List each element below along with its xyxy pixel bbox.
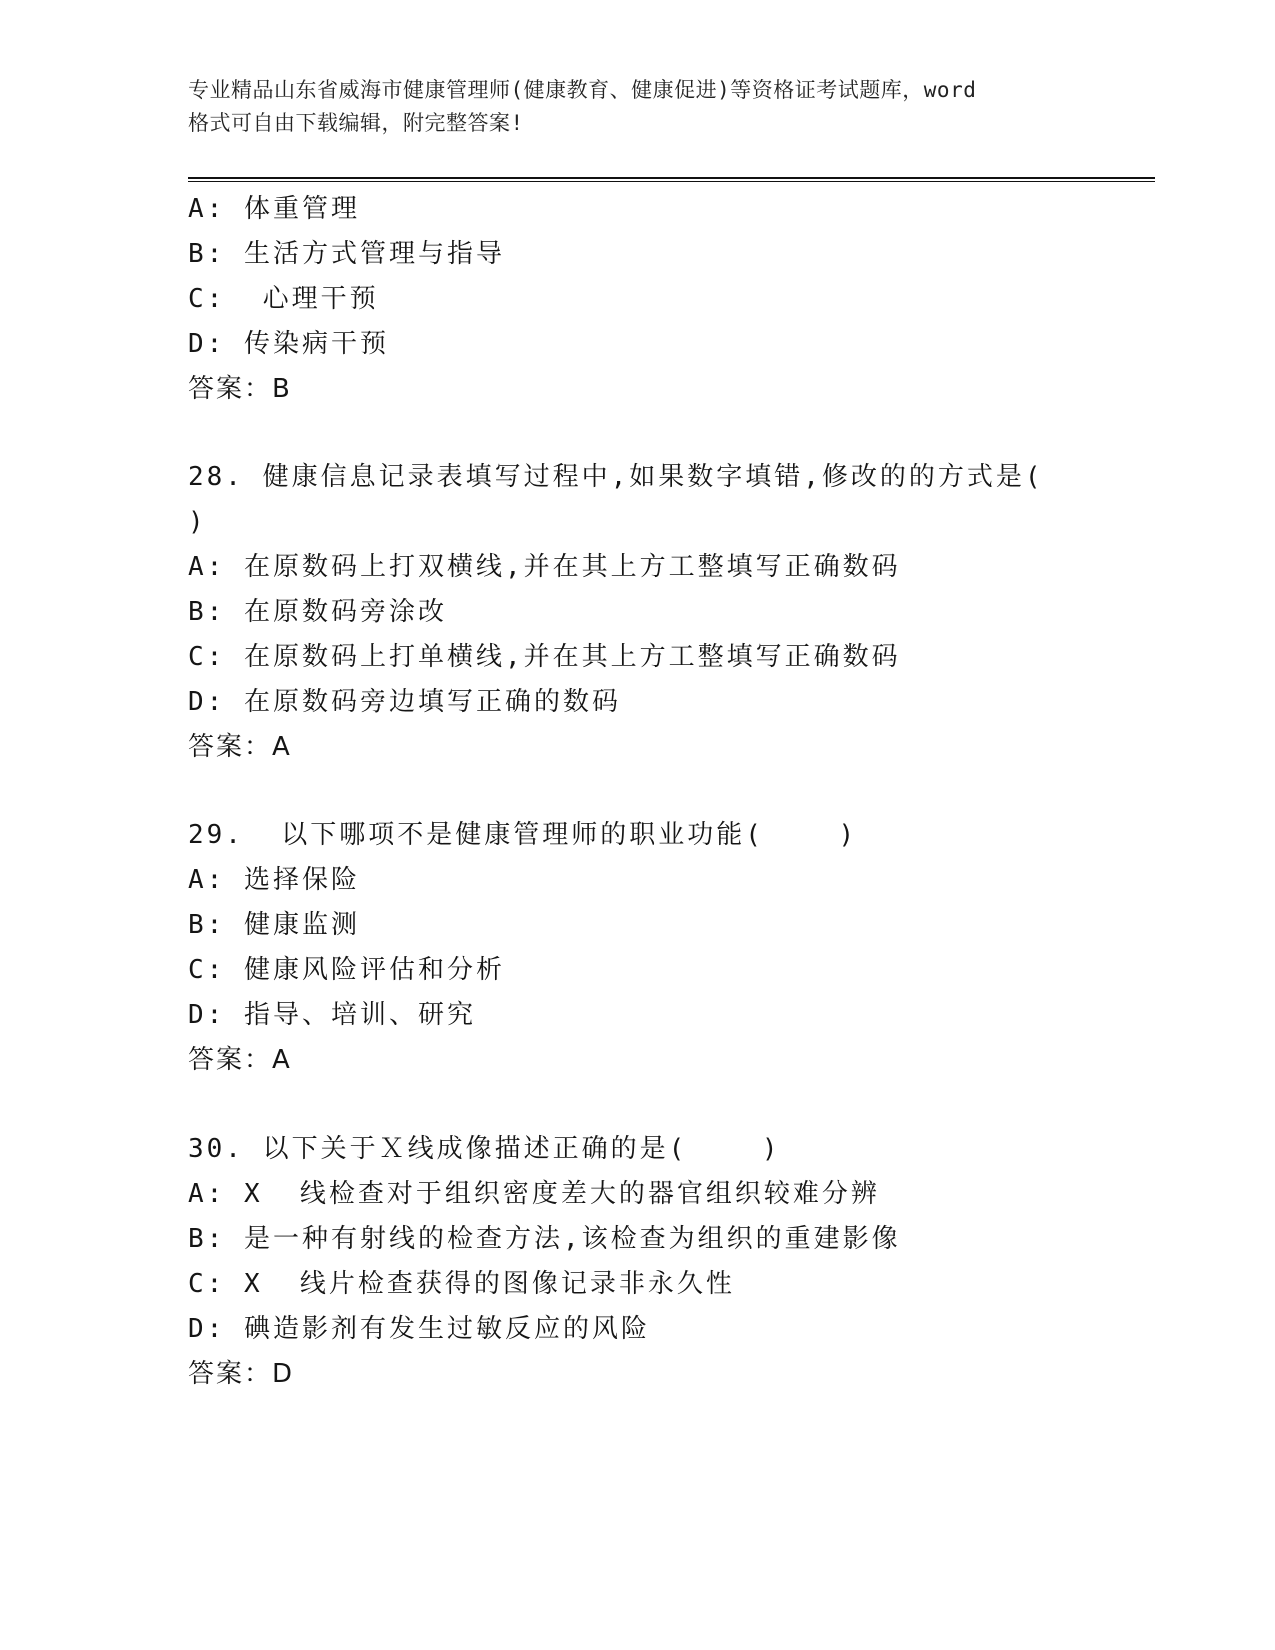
q30-answer: 答案：D: [188, 1359, 295, 1389]
q29-answer: 答案：A: [188, 1045, 292, 1075]
q28-stem-line-1: 28. 健康信息记录表填写过程中,如果数字填错,修改的的方式是(: [188, 462, 1044, 492]
q29-stem: 29. 以下哪项不是健康管理师的职业功能( ): [188, 820, 858, 850]
q28-option-d: D: 在原数码旁边填写正确的数码: [188, 687, 621, 717]
q27-option-a: A: 体重管理: [188, 194, 360, 224]
q29-option-b: B: 健康监测: [188, 910, 360, 940]
q28-option-b: B: 在原数码旁涂改: [188, 597, 447, 627]
q27-option-c: C: 心理干预: [188, 284, 379, 314]
q28-answer: 答案：A: [188, 732, 292, 762]
q28-stem-line-2: ): [188, 507, 207, 537]
q27-option-d: D: 传染病干预: [188, 329, 389, 359]
q30-option-c: C: X 线片检查获得的图像记录非永久性: [188, 1269, 735, 1299]
q27-answer: 答案：B: [188, 374, 292, 404]
q28-option-a: A: 在原数码上打双横线,并在其上方工整填写正确数码: [188, 552, 901, 582]
q29-option-a: A: 选择保险: [188, 865, 360, 895]
q29-option-d: D: 指导、培训、研究: [188, 1000, 476, 1030]
q30-option-a: A: X 线检查对于组织密度差大的器官组织较难分辨: [188, 1179, 880, 1209]
q29-option-c: C: 健康风险评估和分析: [188, 955, 505, 985]
header-divider: [188, 177, 1155, 182]
q28-option-c: C: 在原数码上打单横线,并在其上方工整填写正确数码: [188, 642, 901, 672]
q30-option-d: D: 碘造影剂有发生过敏反应的风险: [188, 1314, 650, 1344]
header-line-2: 格式可自由下载编辑，附完整答案!: [188, 111, 524, 135]
q30-option-b: B: 是一种有射线的检查方法,该检查为组织的重建影像: [188, 1224, 901, 1254]
header-line-1: 专业精品山东省威海市健康管理师(健康教育、健康促进)等资格证考试题库，word: [188, 78, 977, 102]
page-header: [188, 74, 1088, 140]
q30-stem: 30. 以下关于Ｘ线成像描述正确的是( ): [188, 1134, 781, 1164]
q27-option-b: B: 生活方式管理与指导: [188, 239, 505, 269]
